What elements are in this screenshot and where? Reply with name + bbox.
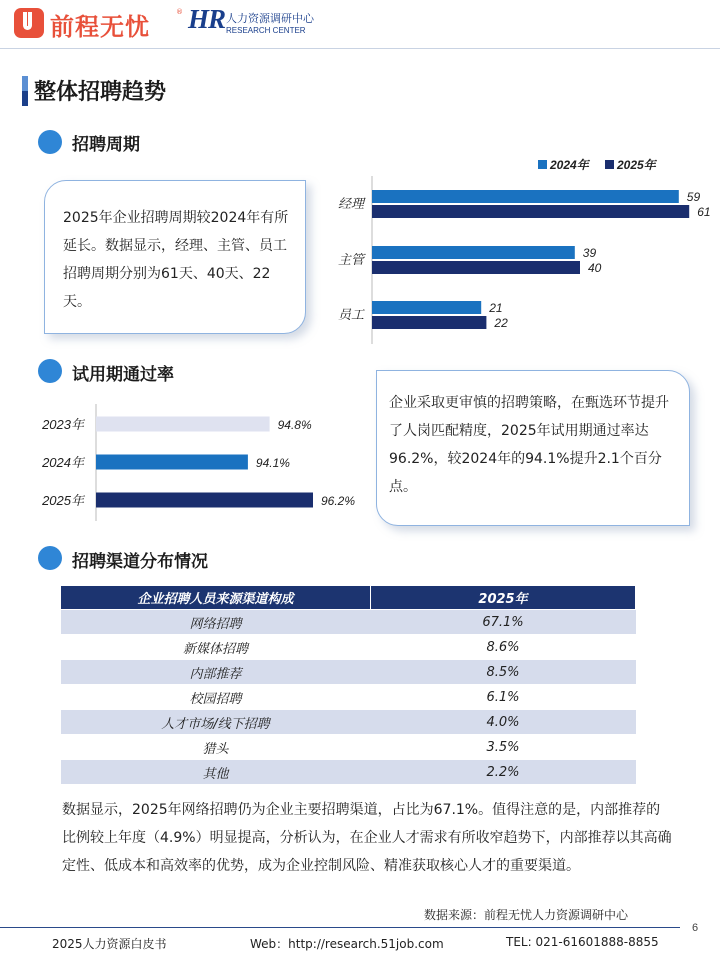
channel-name: 人才市场/线下招聘 bbox=[61, 710, 371, 735]
data-label: 96.2% bbox=[321, 494, 356, 508]
category-label: 2024年 bbox=[42, 455, 84, 470]
data-label: 59 bbox=[686, 190, 701, 204]
data-label: 94.1% bbox=[255, 456, 290, 470]
data-label: 21 bbox=[489, 301, 503, 315]
table-row bbox=[61, 735, 636, 760]
footer-web-link[interactable]: Web：http://research.51job.com bbox=[250, 937, 444, 951]
footer-phone: TEL: 021-61601888-8855 bbox=[506, 935, 659, 949]
bar-2024 bbox=[372, 190, 679, 203]
table-header-channel: 企业招聘人员来源渠道构成 bbox=[61, 586, 371, 610]
data-label: 39 bbox=[582, 246, 597, 260]
channel-name: 内部推荐 bbox=[61, 660, 371, 685]
table-row bbox=[61, 685, 636, 710]
table-row bbox=[61, 660, 636, 685]
channels-paragraph: 数据显示，2025年网络招聘仍为企业主要招聘渠道，占比为67.1%。值得注意的是，内部推荐的比例较上年度（4.9%）明显提高，分析认为，在企业人才需求有所收窄趋势下，内部推荐以其高确定性、低成本和高效率的优势，成为企业控制风险、精准获取核心人才的重要渠道。 bbox=[62, 802, 672, 874]
hr-center-english: RESEARCH CENTER bbox=[226, 26, 306, 35]
legend-label-2024: 2024年 bbox=[550, 158, 589, 172]
bar-2024年 bbox=[96, 455, 248, 470]
brand-name: 前程无忧 bbox=[50, 13, 150, 41]
bar-2025 bbox=[372, 316, 486, 329]
probation-text: 企业采取更审慎的招聘策略，在甄选环节提升了人岗匹配精度，2025年试用期通过率达96.2%，较2024年的94.1%提升2.1个百分点。 bbox=[389, 395, 669, 495]
section-title-channels: 招聘渠道分布情况 bbox=[72, 552, 208, 572]
table-header-year: 2025年 bbox=[371, 586, 636, 610]
channel-share: 3.5% bbox=[371, 735, 636, 760]
data-label: 40 bbox=[588, 261, 602, 275]
section-bullet-icon bbox=[38, 130, 62, 154]
hr-center-name: 人力资源调研中心 bbox=[226, 12, 314, 25]
bar-2025 bbox=[372, 261, 580, 274]
brand-logo-icon bbox=[14, 8, 44, 38]
header-divider bbox=[0, 48, 720, 49]
registered-mark: ® bbox=[176, 8, 183, 16]
data-label: 22 bbox=[494, 316, 508, 330]
title-accent-bar bbox=[22, 76, 28, 106]
hr-logo: HR bbox=[188, 4, 226, 34]
channel-share: 2.2% bbox=[371, 760, 636, 785]
probation-pass-rate-chart bbox=[30, 400, 370, 525]
data-source: 数据来源：前程无忧人力资源调研中心 bbox=[424, 908, 629, 922]
channel-name: 校园招聘 bbox=[61, 685, 371, 710]
legend-swatch-2024 bbox=[538, 160, 547, 169]
probation-callout bbox=[376, 370, 690, 526]
channel-share: 67.1% bbox=[371, 610, 636, 635]
section-title-probation: 试用期通过率 bbox=[72, 365, 174, 385]
channel-name: 新媒体招聘 bbox=[61, 635, 371, 660]
category-label: 员工 bbox=[337, 307, 364, 322]
bar-2025 bbox=[372, 205, 689, 218]
category-label: 2025年 bbox=[42, 493, 84, 508]
table-row bbox=[61, 610, 636, 635]
channel-name: 网络招聘 bbox=[61, 610, 371, 635]
page-title: 整体招聘趋势 bbox=[34, 80, 167, 105]
channel-name: 其他 bbox=[61, 760, 371, 785]
legend-label-2025: 2025年 bbox=[617, 158, 656, 172]
channel-share: 8.6% bbox=[371, 635, 636, 660]
bar-2024 bbox=[372, 246, 575, 259]
channel-share: 4.0% bbox=[371, 710, 636, 735]
cycle-callout bbox=[44, 180, 306, 334]
data-label: 94.8% bbox=[277, 418, 312, 432]
bar-2024 bbox=[372, 301, 481, 314]
category-label: 主管 bbox=[337, 252, 364, 267]
page-header bbox=[0, 0, 720, 48]
footer-divider bbox=[0, 927, 680, 928]
channel-table bbox=[60, 585, 636, 785]
table-header-row bbox=[61, 586, 636, 610]
bar-2025年 bbox=[96, 493, 313, 508]
category-label: 2023年 bbox=[42, 417, 84, 432]
section-title-cycle: 招聘周期 bbox=[72, 135, 140, 155]
recruitment-cycle-chart bbox=[320, 170, 711, 350]
bar-2023年 bbox=[96, 417, 270, 432]
section-bullet-icon bbox=[38, 359, 62, 383]
channel-name: 猎头 bbox=[61, 735, 371, 760]
table-row bbox=[61, 710, 636, 735]
channel-share: 6.1% bbox=[371, 685, 636, 710]
footer-title: 2025人力资源白皮书 bbox=[52, 937, 167, 951]
table-row bbox=[61, 635, 636, 660]
cycle-text: 2025年企业招聘周期较2024年有所延长。数据显示，经理、主管、员工招聘周期分别为61天、40天、22天。 bbox=[63, 210, 289, 310]
channel-share: 8.5% bbox=[371, 660, 636, 685]
category-label: 经理 bbox=[337, 196, 364, 211]
table-row bbox=[61, 760, 636, 785]
section-bullet-icon bbox=[38, 546, 62, 570]
page-number: 6 bbox=[692, 922, 699, 934]
legend-swatch-2025 bbox=[605, 160, 614, 169]
data-label: 61 bbox=[697, 205, 711, 219]
